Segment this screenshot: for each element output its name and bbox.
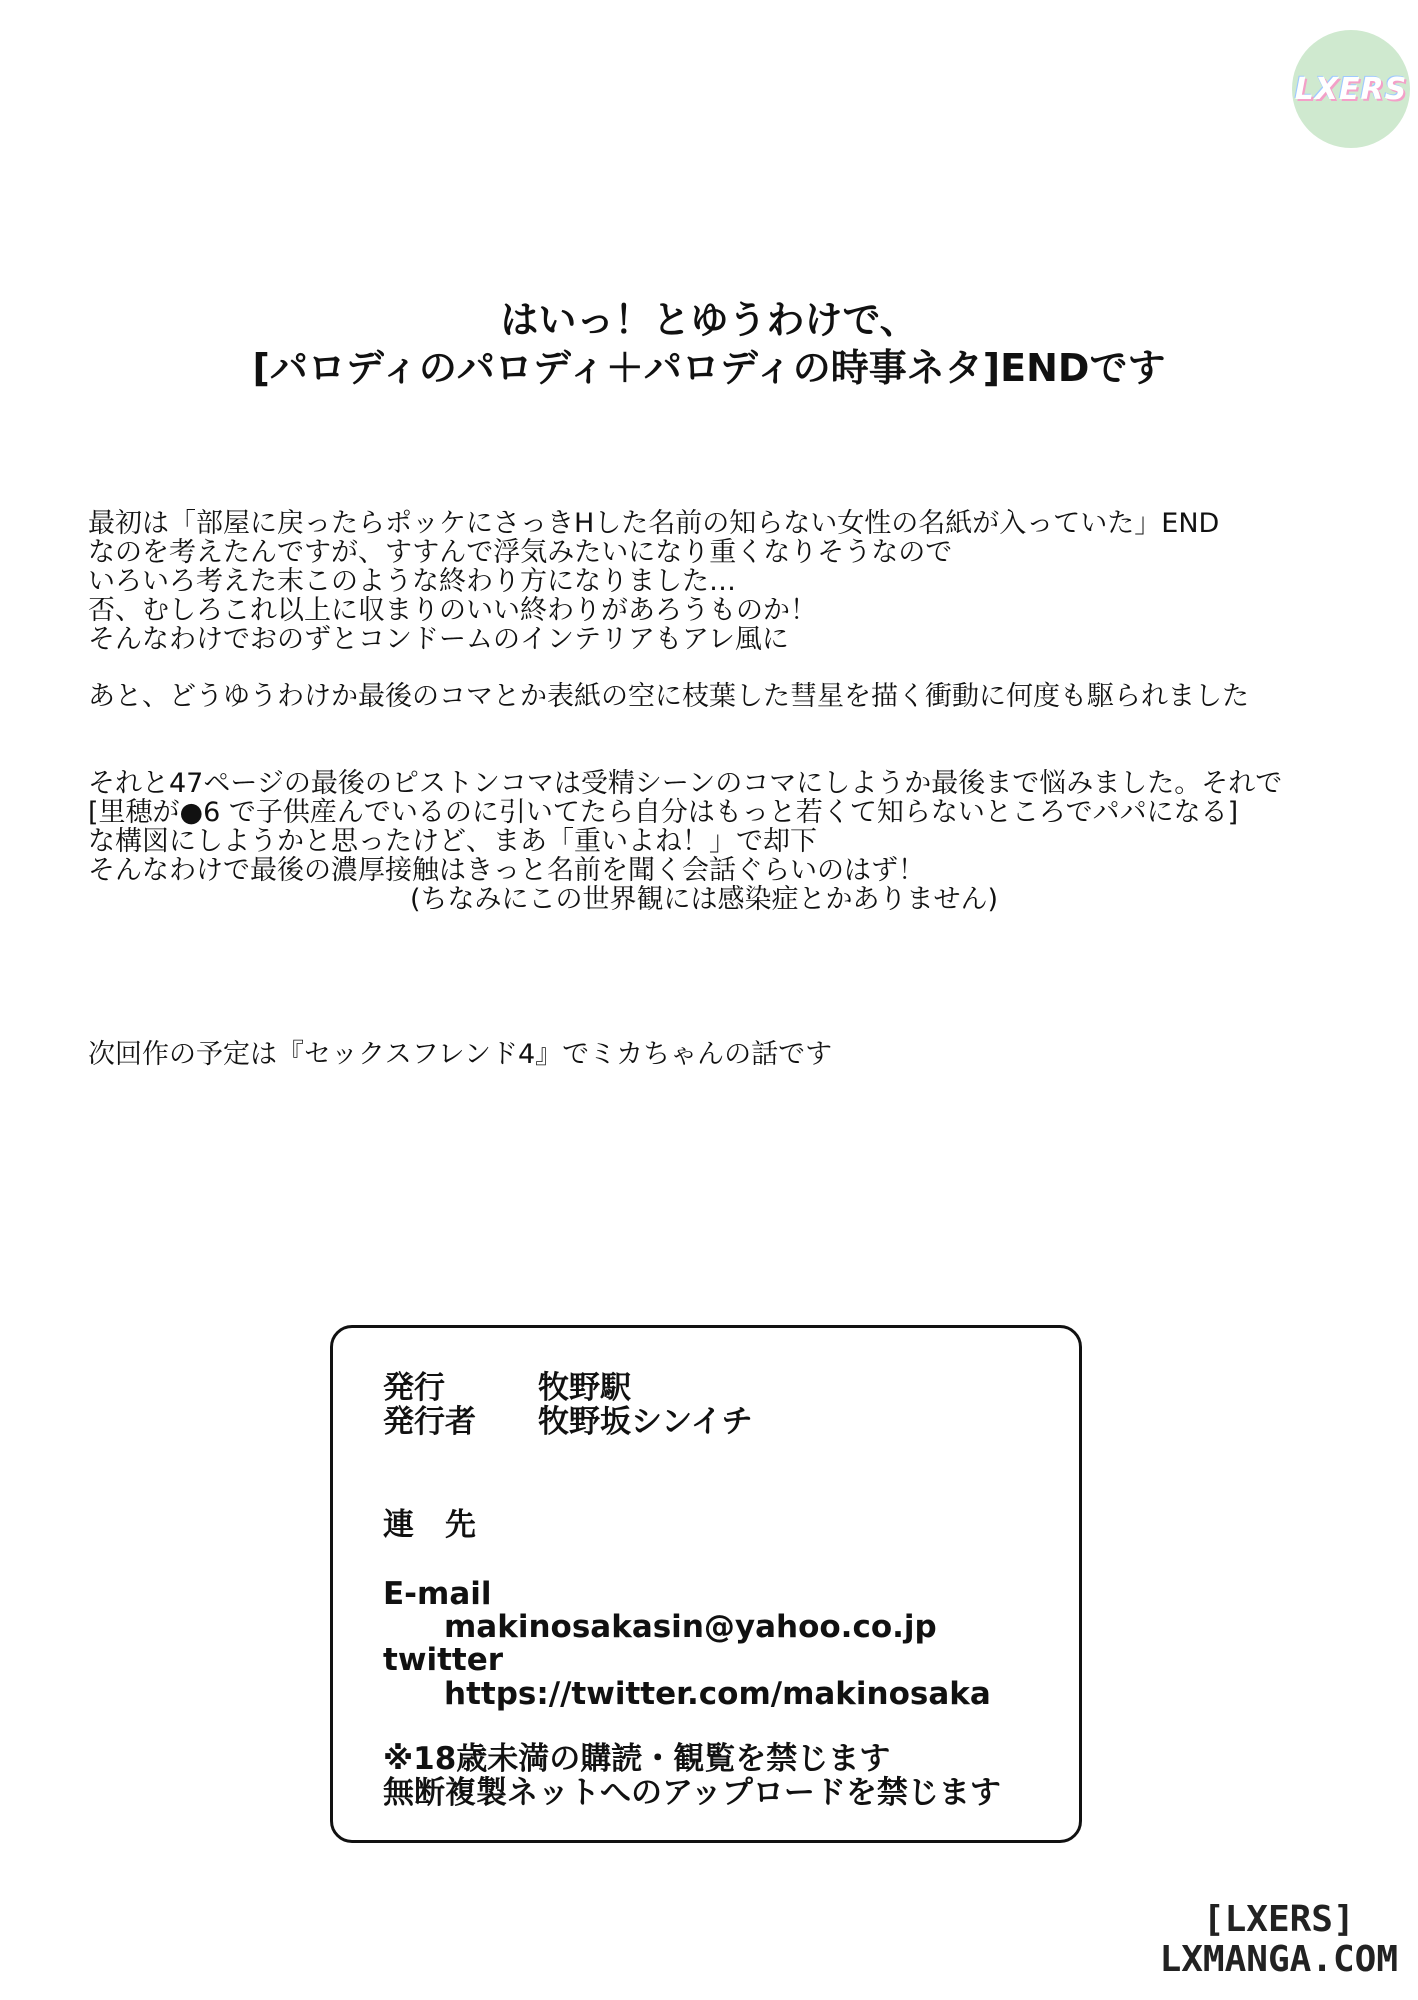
paragraph-line: 最初は「部屋に戻ったらポッケにさっきHした名前の知らない女性の名紙が入っていた」END (88, 508, 1220, 539)
credit-line: LXMANGA.COM (1159, 1939, 1398, 1980)
author-label: 発行者 (383, 1404, 476, 1440)
lxers-logo: LXERS (1292, 30, 1410, 148)
paragraph-line: 否、むしろこれ以上に収まりのいい終わりがあろうものか！ (88, 595, 817, 626)
publication-info-box (330, 1325, 1082, 1843)
paragraph-line: なのを考えたんですが、すすんで浮気みたいになり重くなりそうなので (88, 537, 953, 568)
afterword-heading-line-2: [パロディのパロディ＋パロディの時事ネタ]ENDです (252, 346, 1166, 390)
twitter-label: twitter (383, 1642, 504, 1678)
credit-line: [LXERS] (1202, 1899, 1355, 1940)
next-work-notice (88, 1040, 1348, 1069)
paragraph-line: 次回作の予定は『セックスフレンド4』でミカちゃんの話です (88, 1039, 833, 1070)
paragraph-line: それと47ページの最後のピストンコマは受精シーンのコマにしようか最後まで悩みました。それで (88, 768, 1283, 799)
paragraph-note: (ちなみにこの世界観には感染症とかありません) (410, 884, 999, 915)
paragraph-line: いろいろ考えた末このような終わり方になりました… (88, 566, 736, 597)
paragraph-line: な構図にしようかと思ったけど、まあ「重いよね！」で却下 (88, 826, 817, 857)
publisher-value: 牧野駅 (538, 1370, 631, 1406)
contact-label: 連 先 (383, 1507, 476, 1543)
scanlation-credit (1160, 1900, 1398, 1980)
paragraph-line: そんなわけで最後の濃厚接触はきっと名前を聞く会話ぐらいのはず！ (88, 855, 925, 886)
email-label: E-mail (383, 1576, 492, 1612)
age-restriction-notice: ※18歳未満の購読・観覧を禁じます (383, 1741, 891, 1777)
afterword-heading-line-1: はいっ！とゆうわけで、 (500, 298, 918, 342)
afterword-paragraph-2 (88, 682, 1348, 711)
paragraph-line: [里穂が●6 で子供産んでいるのに引いてたら自分はもっと若くて知らないところでパパになる] (88, 797, 1239, 828)
afterword-paragraph-1 (88, 509, 1348, 654)
twitter-url: https://twitter.com/makinosaka (444, 1676, 991, 1712)
afterword-paragraph-3 (88, 769, 1348, 914)
paragraph-line: あと、どうゆうわけか最後のコマとか表紙の空に枝葉した彗星を描く衝動に何度も駆られました (88, 681, 1249, 712)
author-value: 牧野坂シンイチ (538, 1404, 753, 1440)
paragraph-line: そんなわけでおのずとコンドームのインテリアもアレ風に (88, 624, 789, 655)
publisher-label: 発行 (383, 1370, 445, 1406)
copy-prohibition-notice: 無断複製ネットへのアップロードを禁じます (383, 1775, 1001, 1811)
email-address: makinosakasin@yahoo.co.jp (444, 1609, 937, 1645)
